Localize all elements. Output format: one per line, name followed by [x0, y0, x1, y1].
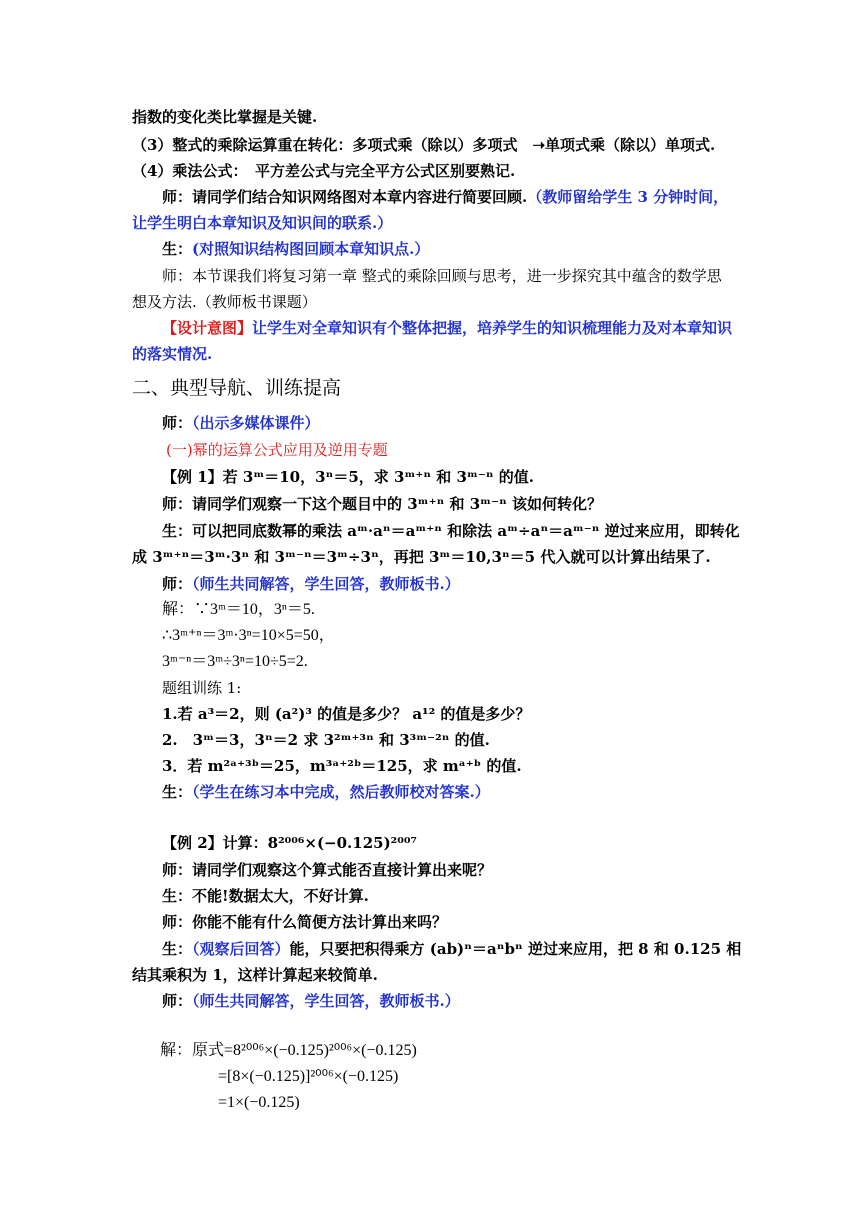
solution-line: ∴3ᵐ⁺ⁿ＝3ᵐ·3ⁿ=10×5=50， — [162, 627, 335, 644]
text-line — [162, 187, 728, 207]
example-line: 【例 1】若 3ᵐ＝10，3ⁿ＝5，求 3ᵐ⁺ⁿ 和 3ᵐ⁻ⁿ 的值. — [162, 468, 535, 486]
text-line: 师：你能不能有什么简便方法计算出来吗？ — [162, 913, 448, 931]
blue-note: 让学生明白本章知识及知识间的联系.） — [132, 214, 393, 232]
practice-item: 2. 3ᵐ＝3，3ⁿ＝2 求 3²ᵐ⁺³ⁿ 和 3³ᵐ⁻²ⁿ 的值. — [162, 731, 490, 749]
text-line: 生：不能!数据太大，不好计算. — [162, 887, 369, 905]
design-intent-label: 【设计意图】 — [162, 319, 253, 337]
blue-note: 让学生对全章知识有个整体把握，培养学生的知识梳理能力及对本章知识 — [252, 319, 733, 337]
text-line — [162, 413, 320, 433]
solution-line: =1×(−0.125) — [218, 1094, 300, 1111]
text-line — [162, 991, 460, 1011]
student-label: 生： — [162, 783, 193, 801]
solution-line: 解：原式=8²⁰⁰⁶×(−0.125)²⁰⁰⁶×(−0.125) — [160, 1042, 417, 1059]
text-line: 师：请同学们观察一下这个题目中的 3ᵐ⁺ⁿ 和 3ᵐ⁻ⁿ 该如何转化？ — [162, 495, 603, 513]
text-line: （3）整式的乘除运算重在转化：多项式乘（除以）多项式 ➝单项式乘（除以）单项式. — [132, 136, 716, 154]
blue-note: （师生共同解答，学生回答，教师板书.） — [192, 575, 460, 593]
blue-note: （教师留给学生 3 分钟时间， — [527, 188, 729, 206]
teacher-text: 师：请同学们结合知识网络图对本章内容进行简要回顾. — [162, 188, 528, 206]
example-line: 【例 2】计算：8²⁰⁰⁶×(−0.125)²⁰⁰⁷ — [162, 834, 417, 852]
practice-item: 3．若 m²ᵃ⁺³ᵇ＝25，m³ᵃ⁺²ᵇ＝125，求 mᵃ⁺ᵇ 的值. — [162, 757, 522, 775]
text-line — [162, 574, 460, 594]
text-line: 生：可以把同底数幂的乘法 aᵐ·aⁿ＝aᵐ⁺ⁿ 和除法 aᵐ÷aⁿ＝aᵐ⁻ⁿ 逆过来应用，即转化 — [162, 522, 740, 540]
text-line: 指数的变化类比掌握是关键. — [132, 108, 318, 126]
blue-note: （出示多媒体课件） — [192, 414, 320, 432]
text-line: 师：请同学们观察这个算式能否直接计算出来呢？ — [162, 861, 493, 879]
topic-heading: (一)幂的运算公式应用及逆用专题 — [166, 441, 388, 459]
student-label: 生： — [162, 240, 193, 258]
text-line — [162, 318, 732, 338]
text-line — [162, 939, 741, 959]
section-heading: 二、典型导航、训练提高 — [132, 377, 342, 399]
student-label: 生： — [162, 940, 193, 958]
practice-item: 1.若 a³＝2，则 (a²)³ 的值是多少？ a¹² 的值是多少？ — [162, 705, 531, 723]
blue-note: （观察后回答） — [192, 940, 290, 958]
solution-line: 解：∵3ᵐ＝10，3ⁿ＝5. — [162, 601, 315, 618]
text-line — [162, 782, 490, 802]
blue-note: 的落实情况. — [132, 345, 213, 363]
student-answer: 能，只要把积得乘方 (ab)ⁿ＝aⁿbⁿ 逆过来应用，把 8 和 0.125 相 — [289, 940, 742, 958]
text-line: （4）乘法公式： 平方差公式与完全平方公式区别要熟记. — [132, 162, 516, 180]
text-line: 想及方法.（教师板书课题） — [132, 293, 317, 311]
text-line: 师：本节课我们将复习第一章 整式的乘除回顾与思考，进一步探究其中蕴含的数学思 — [162, 267, 722, 285]
teacher-label: 师： — [162, 992, 193, 1010]
teacher-label: 师： — [162, 414, 193, 432]
drill-title: 题组训练 1: — [162, 679, 242, 697]
text-line — [162, 239, 429, 259]
blue-note: （学生在练习本中完成，然后教师校对答案.） — [192, 783, 490, 801]
blue-note: (对照知识结构图回顾本章知识点.） — [192, 240, 430, 258]
teacher-label: 师： — [162, 575, 193, 593]
solution-line: 3ᵐ⁻ⁿ＝3ᵐ÷3ⁿ=10÷5=2. — [162, 653, 308, 670]
text-line: 结其乘积为 1，这样计算起来较简单. — [132, 966, 378, 984]
blue-note: （师生共同解答，学生回答，教师板书.） — [192, 992, 460, 1010]
solution-line: =[8×(−0.125)]²⁰⁰⁶×(−0.125) — [218, 1068, 399, 1085]
text-line: 成 3ᵐ⁺ⁿ＝3ᵐ·3ⁿ 和 3ᵐ⁻ⁿ＝3ᵐ÷3ⁿ，再把 3ᵐ＝10,3ⁿ＝5 代入就可以计算出结果了. — [132, 548, 711, 566]
